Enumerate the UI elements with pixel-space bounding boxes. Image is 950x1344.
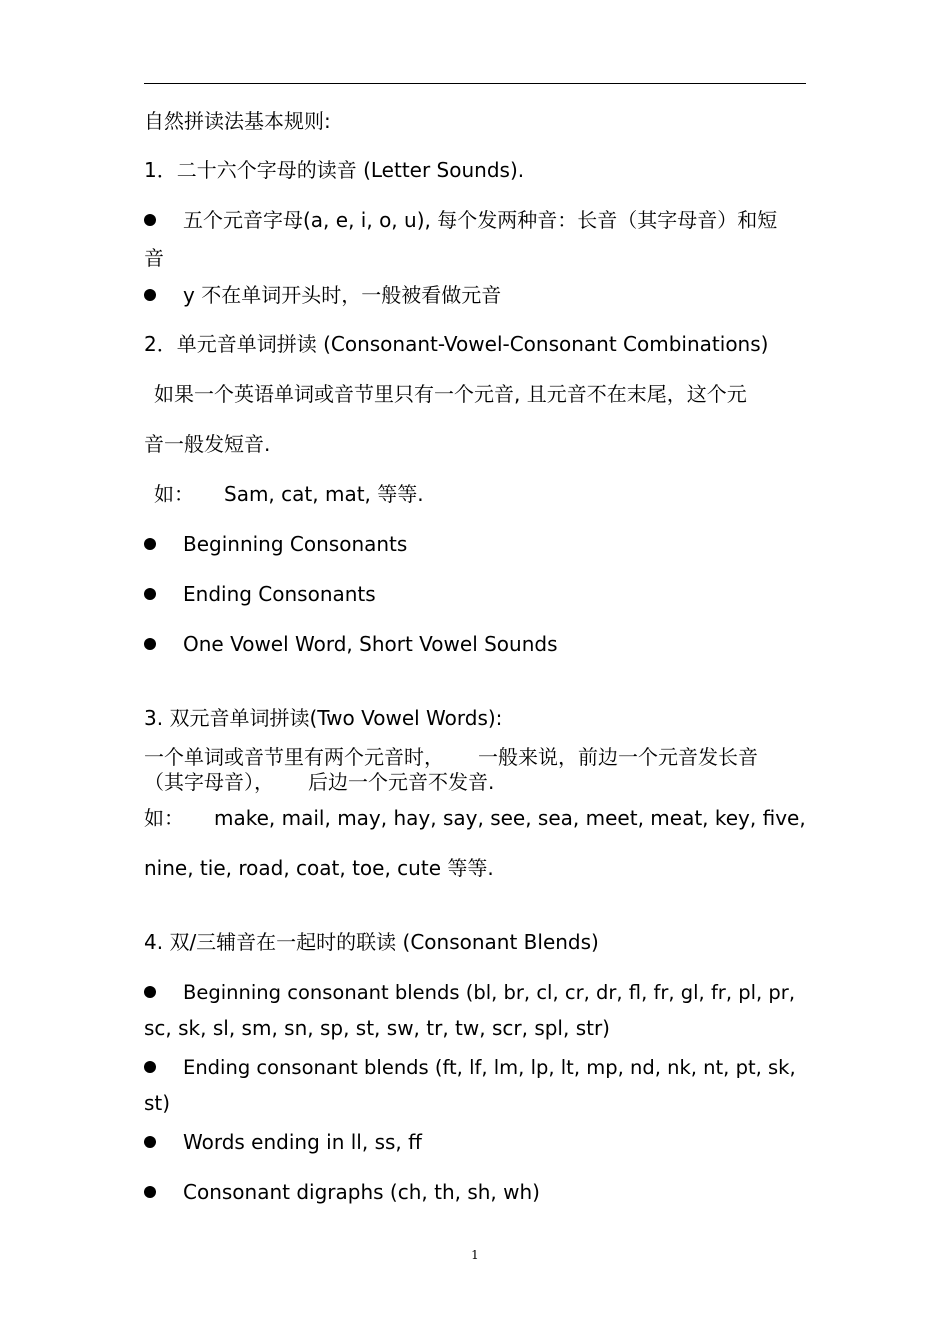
bullet-icon [144, 1061, 156, 1073]
example-prefix: 如： [154, 482, 194, 506]
bullet-text: Ending Consonants [183, 582, 376, 606]
section-4-bullet-2 [144, 1055, 806, 1081]
section-4-bullet-3 [144, 1129, 806, 1155]
example-words: Sam, cat, mat, 等等. [224, 482, 424, 506]
bullet-icon [144, 538, 156, 550]
section-3-example-line-1 [144, 805, 806, 831]
section-4-title: 4. 双/三辅音在一起时的联读 (Consonant Blends) [144, 930, 599, 954]
section-4-bullet-4 [144, 1179, 806, 1205]
section-2-para-line-2: 音一般发短音. [144, 432, 271, 456]
section-3-para-line-2 [144, 769, 806, 795]
section-2-bullet-3 [144, 631, 806, 657]
section-3-para-line-1 [144, 744, 806, 770]
section-2-para-line-1: 如果一个英语单词或音节里只有一个元音, 且元音不在末尾，这个元 [154, 382, 747, 406]
para-part: 一般来说，前边一个元音发长音 [478, 745, 758, 769]
section-2-title: 2．单元音单词拼读 (Consonant-Vowel-Consonant Combinations) [144, 332, 769, 356]
section-3-title: 3. 双元音单词拼读(Two Vowel Words): [144, 706, 503, 730]
bullet-icon [144, 1186, 156, 1198]
bullet-text: Beginning Consonants [183, 532, 408, 556]
bullet-icon [144, 289, 156, 301]
section-4-bullet-1 [144, 980, 806, 1006]
doc-heading: 自然拼读法基本规则: [144, 109, 331, 133]
section-1-title: 1．二十六个字母的读音 (Letter Sounds). [144, 158, 525, 182]
header-rule [144, 83, 806, 84]
bullet-text: Consonant digraphs (ch, th, sh, wh) [183, 1180, 540, 1204]
bullet-text: Words ending in ll, ss, ff [183, 1130, 422, 1154]
page-number: 1 [471, 1248, 479, 1262]
section-1-bullet-2 [144, 282, 806, 308]
bullet-icon [144, 638, 156, 650]
section-2-bullet-2 [144, 581, 806, 607]
bullet-text: Ending consonant blends (ft, lf, lm, lp, lt, mp, nd, nk, nt, pt, sk, [183, 1056, 796, 1079]
bullet-icon [144, 1136, 156, 1148]
example-prefix: 如： [144, 806, 184, 830]
bullet-text: 五个元音字母(a, e, i, o, u), 每个发两种音：长音（其字母音）和短 [183, 208, 778, 232]
section-2-example [154, 481, 816, 507]
bullet-text: y 不在单词开头时，一般被看做元音 [183, 283, 502, 307]
bullet-icon [144, 214, 156, 226]
section-1-bullet-1-cont: 音 [144, 246, 164, 270]
bullet-text: Beginning consonant blends (bl, br, cl, cr, dr, fl, fr, gl, fr, pl, pr, [183, 981, 796, 1004]
section-1-bullet-1 [144, 207, 806, 233]
bullet-icon [144, 588, 156, 600]
para-part: 后边一个元音不发音. [308, 770, 495, 794]
bullet-text: One Vowel Word, Short Vowel Sounds [183, 632, 558, 656]
section-4-bullet-1-cont: sc, sk, sl, sm, sn, sp, st, sw, tr, tw, scr, spl, str) [144, 1016, 610, 1040]
para-part: 一个单词或音节里有两个元音时， [144, 745, 444, 769]
example-words: make, mail, may, hay, say, see, sea, meet, meat, key, five, [214, 806, 806, 830]
section-2-bullet-1 [144, 531, 806, 557]
para-part: （其字母音）， [144, 770, 274, 794]
section-4-bullet-2-cont: st) [144, 1091, 171, 1115]
bullet-icon [144, 986, 156, 998]
section-3-example-line-2: nine, tie, road, coat, toe, cute 等等. [144, 856, 494, 880]
